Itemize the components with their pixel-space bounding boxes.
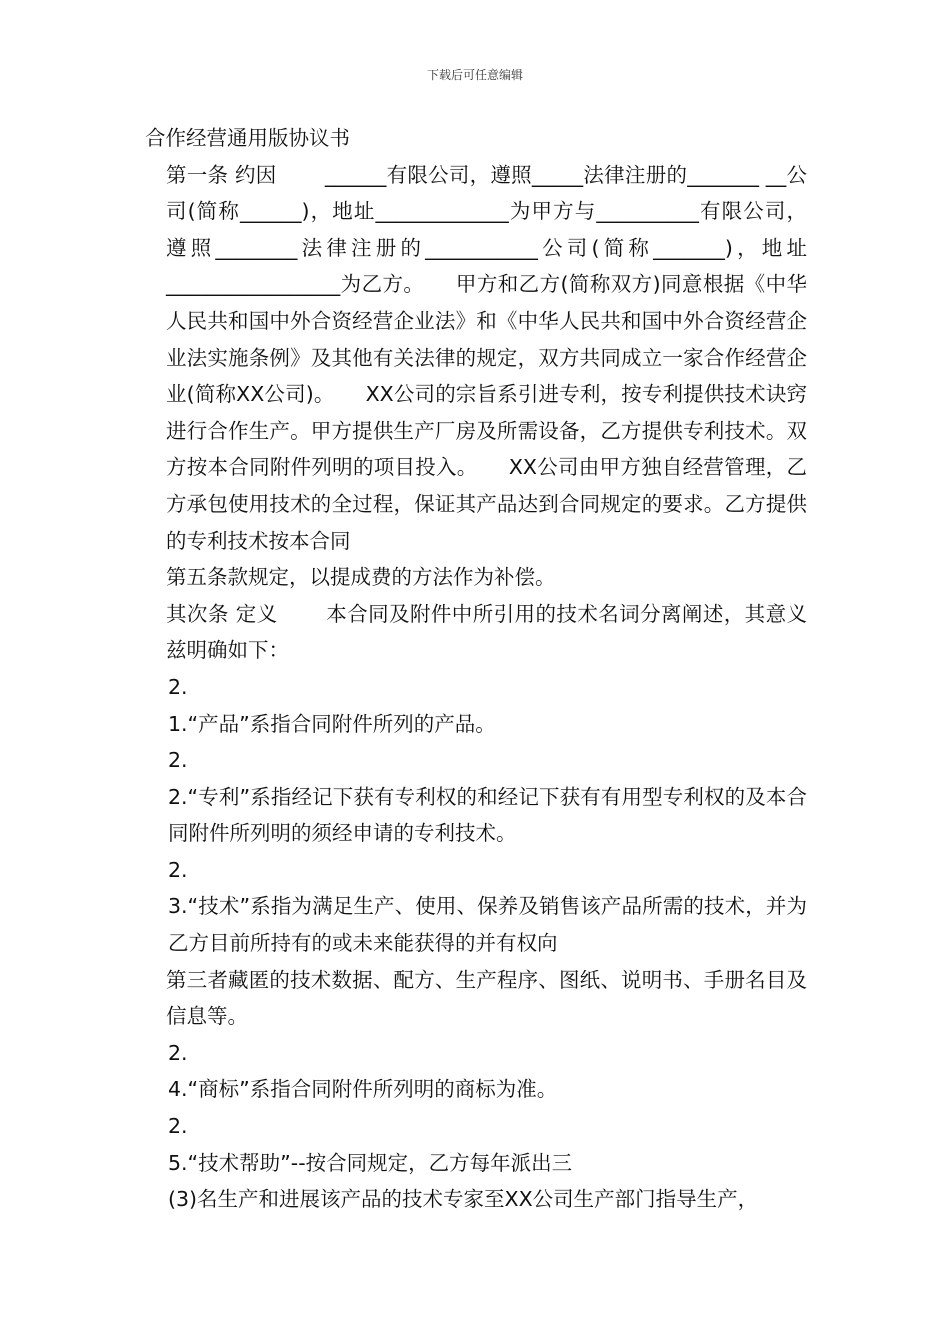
section-number: 2. [168,1114,188,1139]
document-title: 合作经营通用版协议书 [145,126,350,150]
page-header: 下载后可任意编辑 [426,68,523,82]
paragraph: 其次条 定义 本合同及附件中所引用的技术名词分离阐述，其意义兹明确如下： [166,601,807,663]
definition-item: 4.“商标”系指合同附件所列明的商标为准。 [168,1077,558,1102]
section-number: 2. [168,1040,188,1065]
definition-item: 2.“专利”系指经记下获有专利权的和经记下获有有用型专利权的及本合同附件所列明的须经申请的专利技术。 [168,784,807,846]
section-number: 2. [168,748,188,773]
paragraph: 第一条 约因 ______有限公司，遵照_____法律注册的_______ __公司(简称______)，地址_____________为甲方与__________有限公司，遵照________法律注册的___________公司(简称_______)，地址_________________为乙方。 甲方和乙方(简称双方)同意根据《中华人民共和国中外合资经营企业法》和《中华人民共和国中外合资经营企业法实施条例》及其他有关法律的规定，双方共同成立一家合作经营企业(简称XX公司)。 XX公司的宗旨系引进专利，按专利提供技术诀窍进行合作生产。甲方提供生产厂房及所需设备，乙方提供专利技术。双方按本合同附件列明的项目投入。 XX公司由甲方独自经营管理，乙方承包使用技术的全过程，保证其产品达到合同规定的要求。乙方提供的专利技术按本合同 [166,162,807,553]
paragraph: 第五条款规定，以提成费的方法作为补偿。 [166,565,556,590]
paragraph: (3)名生产和进展该产品的技术专家至XX公司生产部门指导生产， [168,1187,759,1212]
document-body [145,120,807,1218]
definition-item: 3.“技术”系指为满足生产、使用、保养及销售该产品所需的技术，并为乙方目前所持有的或未来能获得的并有权向 [168,894,807,956]
definition-item: 5.“技术帮助”--按合同规定，乙方每年派出三 [168,1150,573,1175]
section-number: 2. [168,674,188,699]
paragraph: 第三者藏匿的技术数据、配方、生产程序、图纸、说明书、手册名目及信息等。 [166,967,807,1029]
section-number: 2. [168,857,188,882]
definition-item: 1.“产品”系指合同附件所列的产品。 [168,711,496,736]
